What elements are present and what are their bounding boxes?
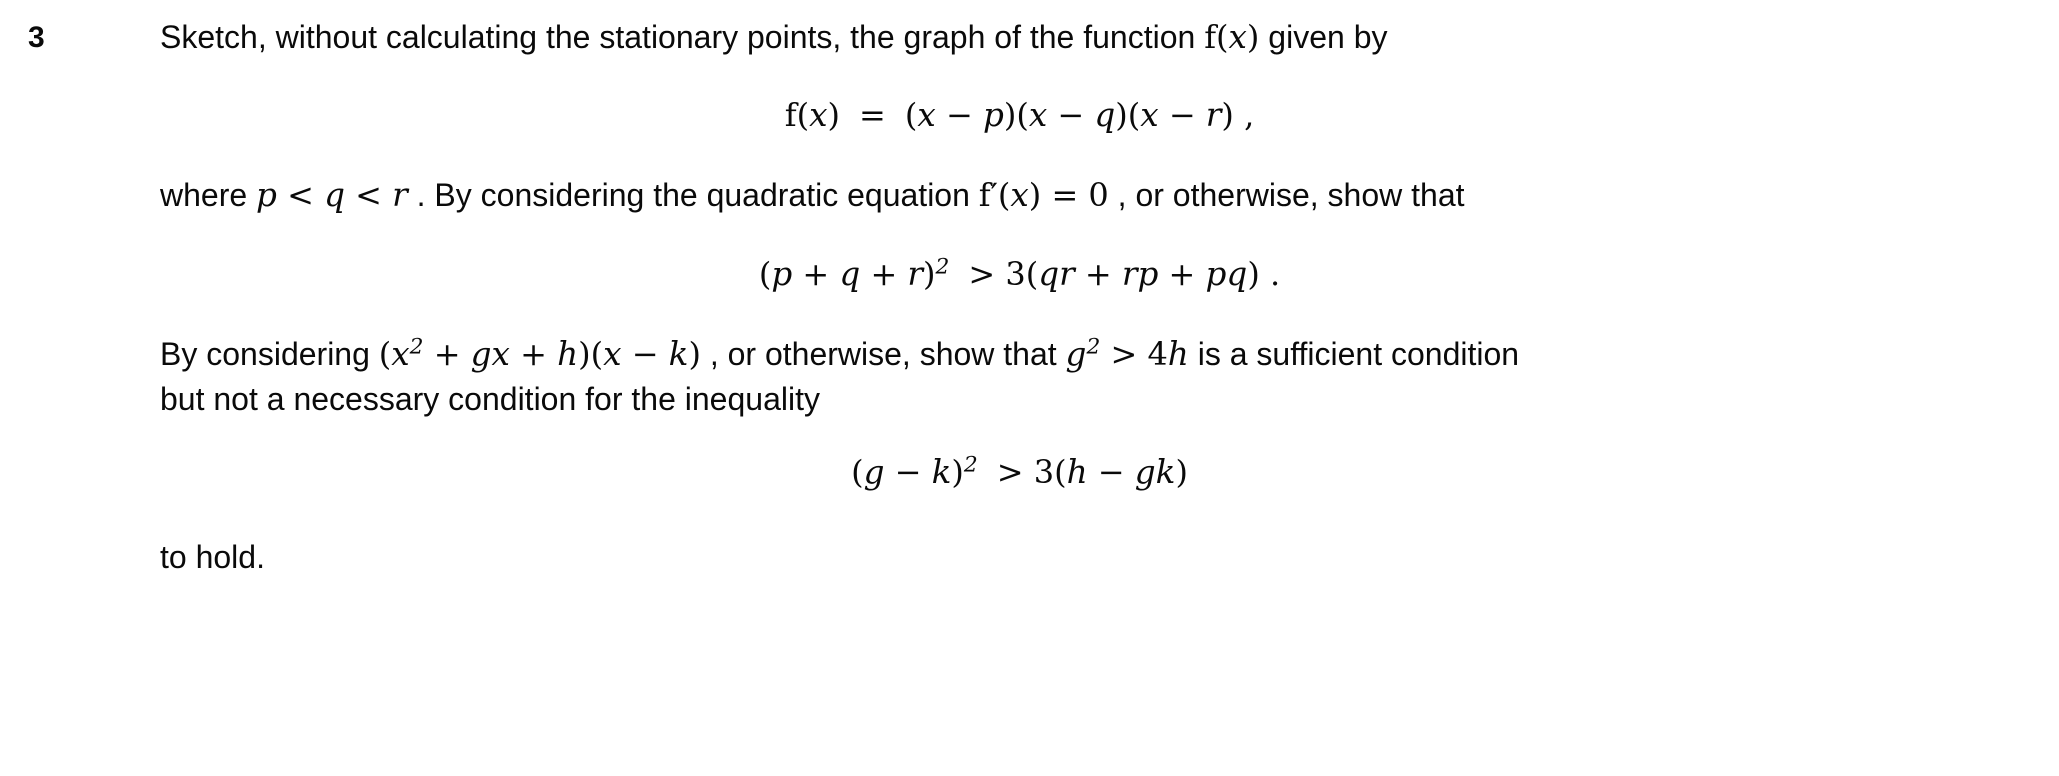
question-line-2 — [160, 172, 1999, 218]
question-intro-line — [160, 14, 1999, 60]
intro-function-expression: f(x) — [1204, 18, 1260, 56]
line3-text-d: but not a necessary condition for the inequality — [160, 381, 820, 418]
line3-text-a: By considering — [160, 335, 370, 372]
line3-text-b: , or otherwise, show that — [709, 335, 1057, 372]
line2-text-c: , or otherwise, show that — [1117, 177, 1465, 214]
line2-text-a: where — [160, 177, 248, 214]
display-equation-2 — [160, 255, 1999, 293]
line3-condition-expression: $g^2 > 4h$ — [1065, 334, 1189, 373]
line2-condition: p < q < r — [256, 176, 408, 215]
line3-factorised-expression: ($x^2$ + gx + h)(x − k) — [378, 334, 701, 373]
display-equation-1 — [160, 96, 1999, 134]
question-body — [160, 14, 2059, 580]
exponent-two: 2 — [935, 254, 950, 280]
line2-text-b: . By considering the quadratic equation — [416, 177, 970, 214]
display-equation-1-content: f(x) = (x − p)(x − q)(x − r) , — [784, 96, 1255, 135]
line2-derivative-equation: f′(x) = 0 — [978, 176, 1109, 215]
line3-text-c: is a sufficient condition — [1197, 335, 1520, 372]
question-number: 3 — [28, 21, 45, 54]
question-row — [0, 14, 2059, 580]
display-equation-2-content: $(p + q + r)^2 > 3(qr$ + rp + pq) . — [758, 254, 1281, 293]
intro-text-before: Sketch, without calculating the stationary points, the graph of the function — [160, 19, 1196, 55]
display-equation-3-content: $(g - k)^2 > 3(h - gk)$ — [851, 452, 1188, 491]
exponent-two-b: 2 — [963, 452, 978, 478]
question-closing-line: to hold. — [160, 538, 265, 575]
display-equation-3 — [160, 453, 1999, 491]
intro-text-after: given by — [1268, 19, 1388, 55]
question-line-3 — [160, 331, 1999, 423]
